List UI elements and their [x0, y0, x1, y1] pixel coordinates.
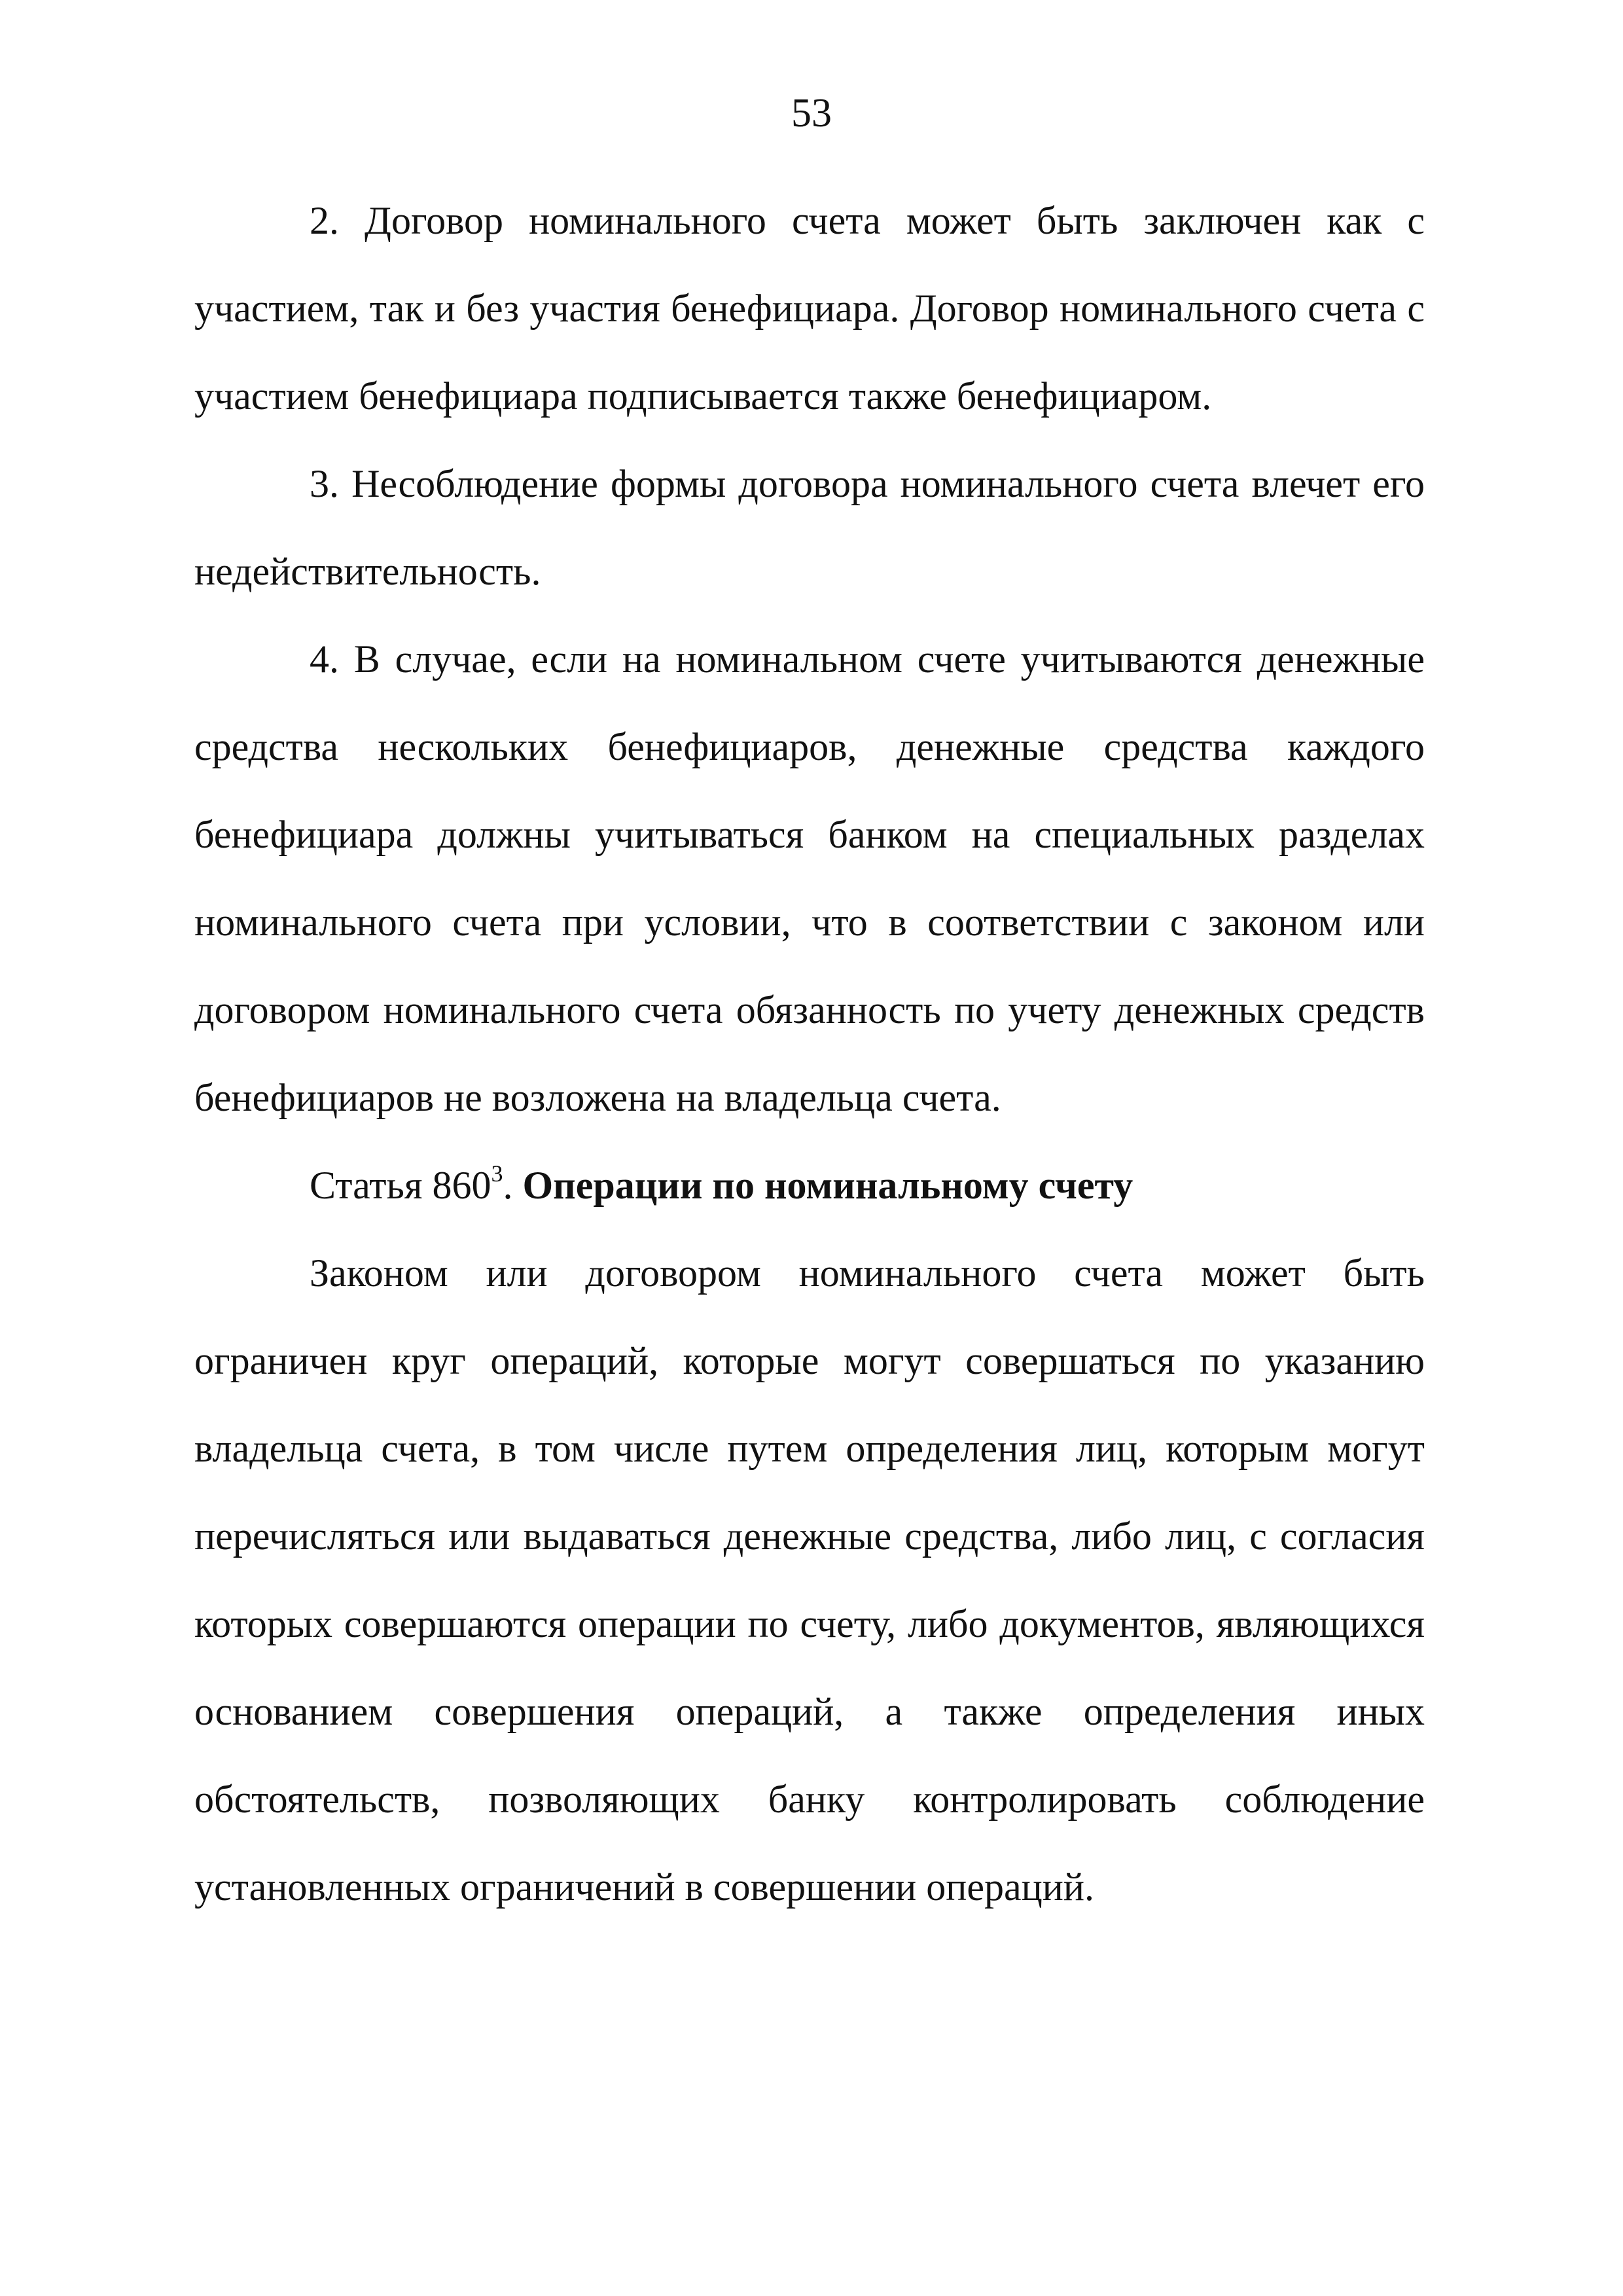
article-number-superscript: 3 — [491, 1160, 503, 1187]
article-paragraph-1: Законом или договором номинального счета может быть ограничен круг операций, которые могут совершаться по указанию владельца счета, в том числе путем определения лиц, которым могут перечисляться или выдаваться денежные средства, либо лиц, с согласия которых совершаются операции по счету, либо документов, являющихся основанием совершения операций, а также определения иных обстоятельств, позволяющих банку контролировать соблюдение установленных ограничений в совершении операций. — [194, 1251, 1425, 1909]
page-number: 53 — [791, 91, 832, 135]
document-body — [194, 177, 1425, 1931]
article-separator: . — [503, 1164, 523, 1207]
article-number: Статья 860 — [310, 1164, 491, 1207]
article-title: Операции по номинальному счету — [522, 1164, 1133, 1207]
article-heading — [194, 1141, 1425, 1229]
paragraph-2: 2. Договор номинального счета может быть заключен как с участием, так и без участия бенефициара. Договор номинального счета с участием бенефициара подписывается также бенефициаром. — [194, 199, 1425, 418]
paragraph-3: 3. Несоблюдение формы договора номинального счета влечет его недействительность. — [194, 462, 1425, 593]
paragraph-4: 4. В случае, если на номинальном счете учитываются денежные средства нескольких бенефициаров, денежные средства каждого бенефициара должны учитываться банком на специальных разделах номинального счета при условии, что в соответствии с законом или договором номинального счета обязанность по учету денежных средств бенефициаров не возложена на владельца счета. — [194, 637, 1425, 1119]
